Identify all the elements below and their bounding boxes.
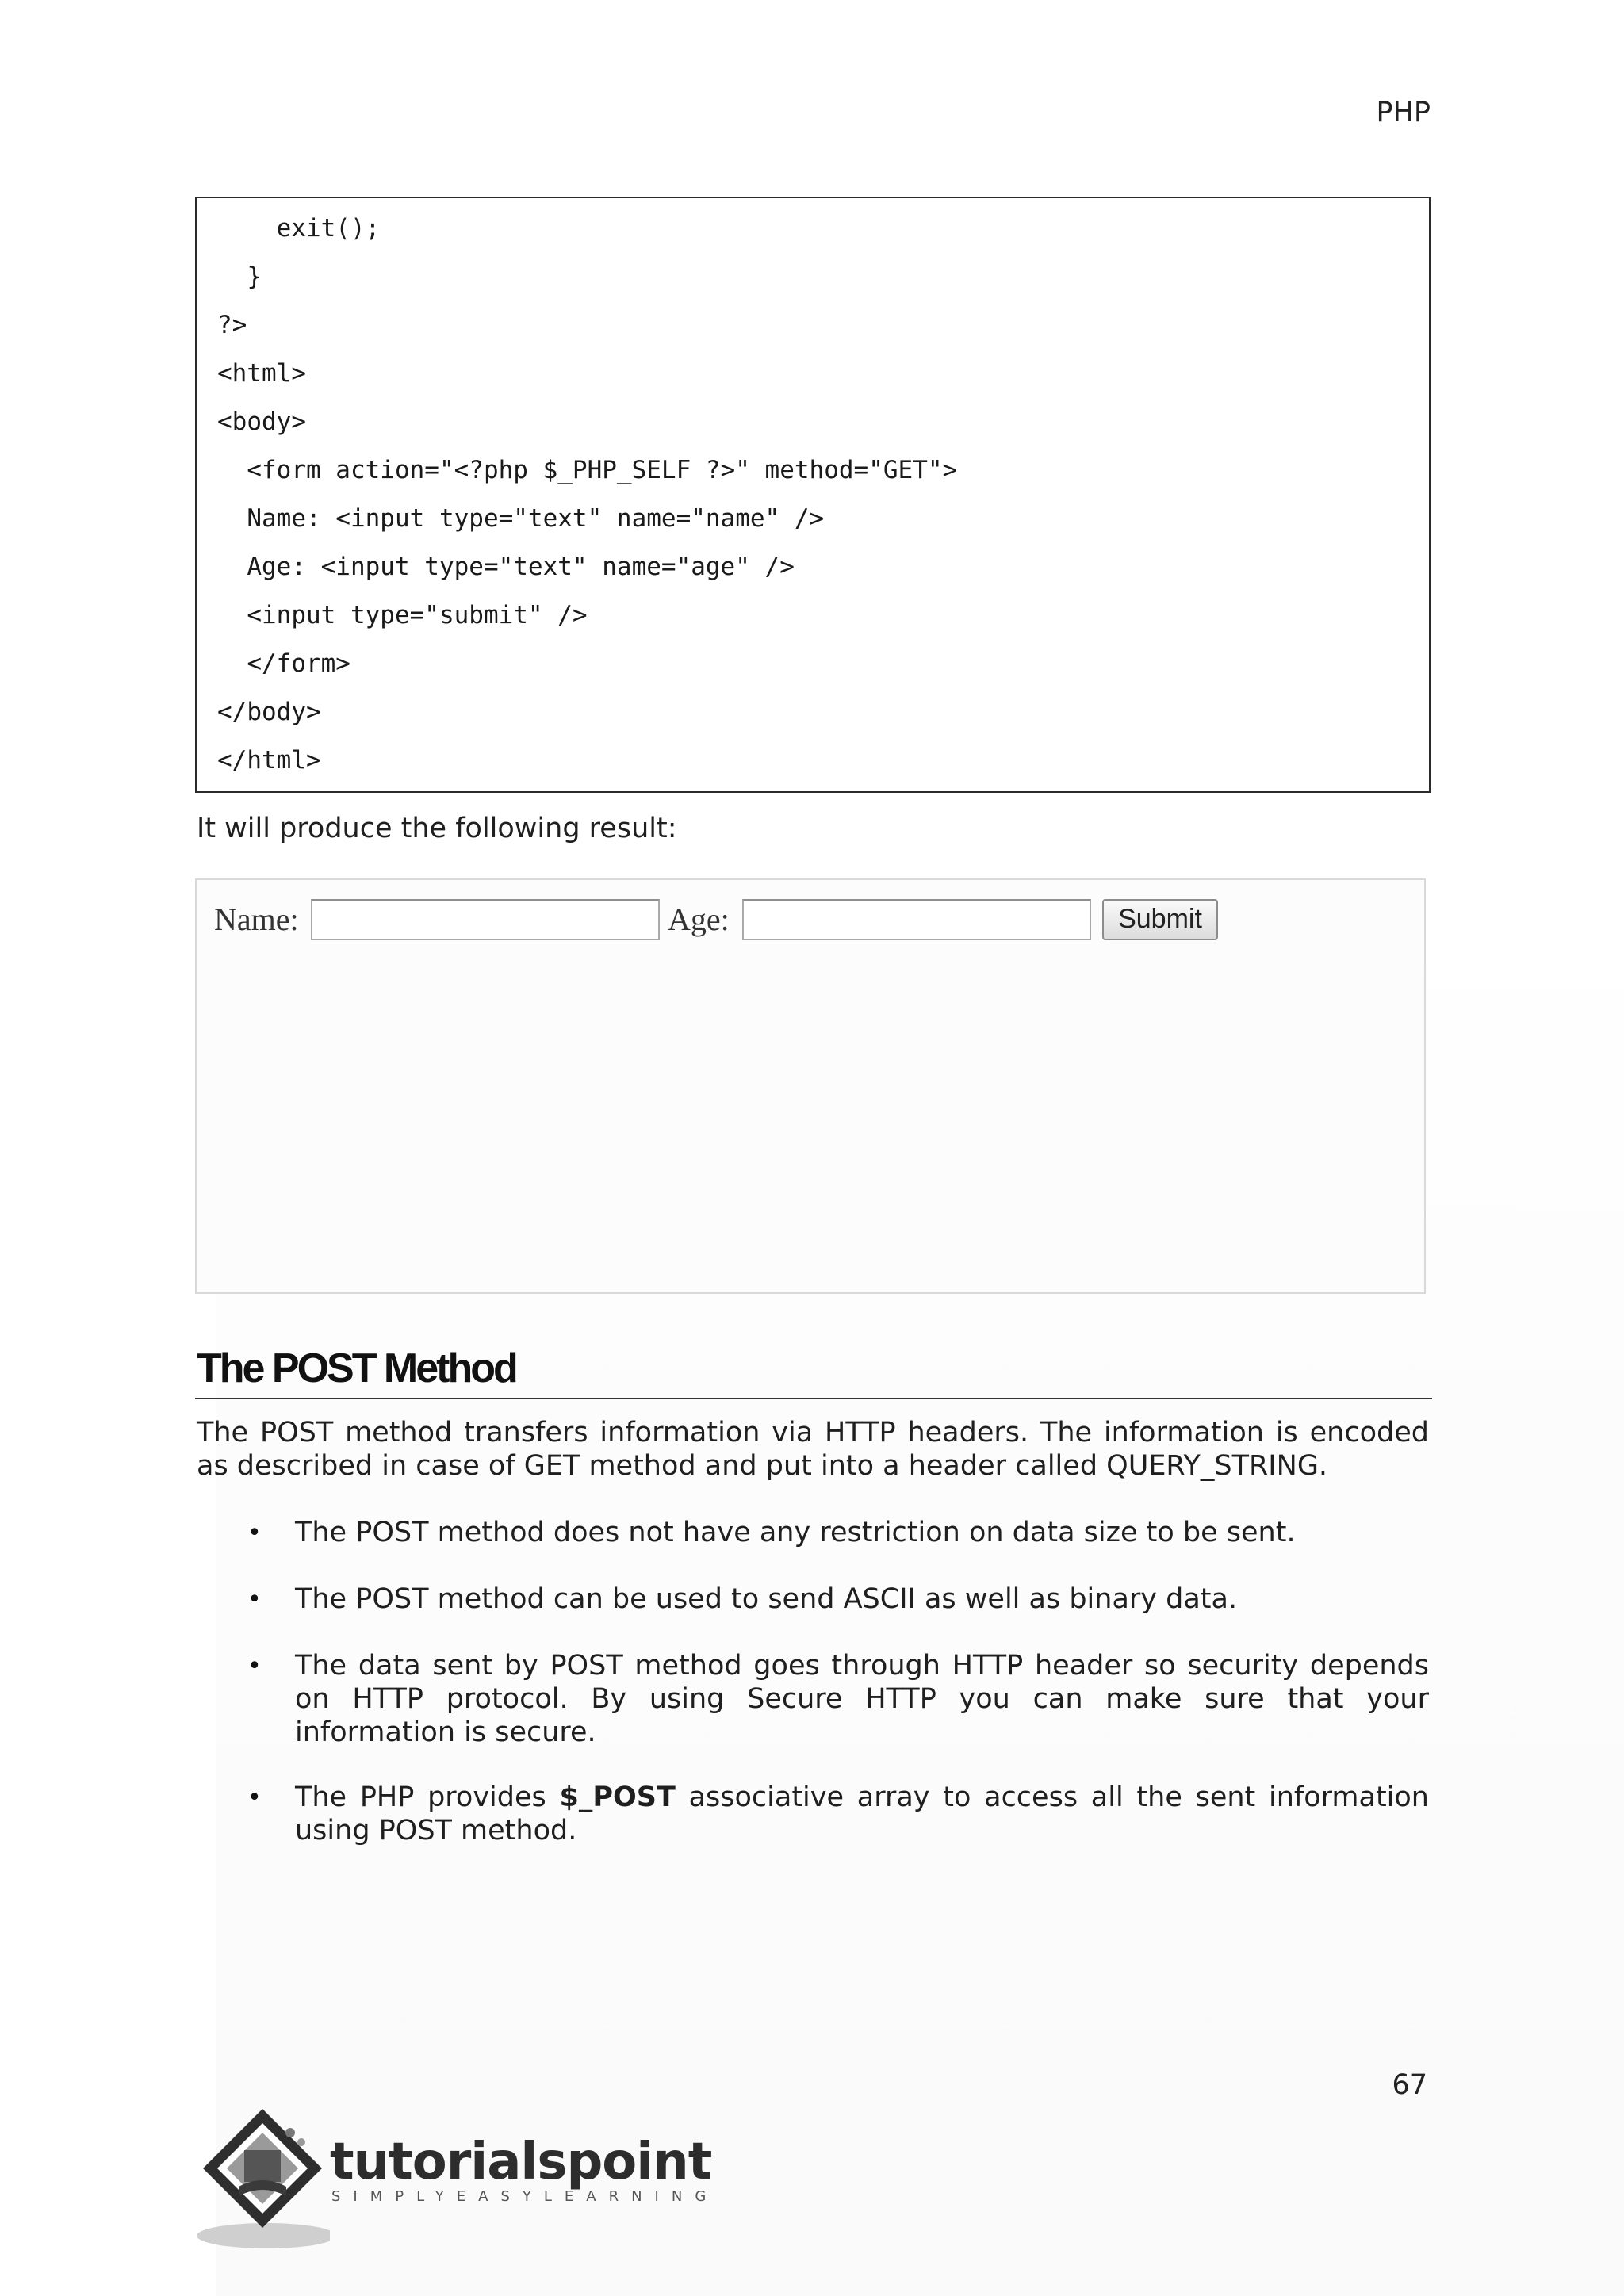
code-line: ?>: [217, 311, 247, 339]
name-label: Name:: [214, 901, 299, 937]
code-line: <form action="<?php $_PHP_SELF ?>" method="GET">: [217, 456, 958, 484]
code-line: }: [217, 262, 262, 291]
bullet-marker: •: [247, 1519, 262, 1547]
code-line: <body>: [217, 408, 306, 436]
age-label: Age:: [668, 901, 730, 937]
list-item: [295, 1781, 1429, 1847]
logo-emblem-icon: [195, 2101, 330, 2252]
bullet-marker: •: [247, 1652, 262, 1680]
submit-button[interactable]: Submit: [1102, 899, 1218, 940]
code-block: [195, 197, 1431, 793]
code-line: exit();: [217, 214, 381, 243]
code-line: <html>: [217, 359, 306, 388]
list-item-text: associative array to access all the sent information using POST method.: [295, 1781, 1429, 1846]
name-input[interactable]: [311, 899, 660, 940]
code-line: <input type="submit" />: [217, 601, 588, 629]
age-input[interactable]: [742, 899, 1091, 940]
running-header: PHP: [1376, 97, 1431, 128]
logo-name: tutorialspoint: [330, 2133, 712, 2191]
bullet-marker: •: [247, 1784, 262, 1812]
code-line: </form>: [217, 649, 350, 678]
code-line: </html>: [217, 746, 321, 775]
list-item: The data sent by POST method goes through HTTP header so security depends on HTTP protocol. By using Secure HTTP you can make sure that your information is secure.: [295, 1650, 1429, 1748]
section-paragraph: The POST method transfers information via HTTP headers. The information is encoded as described in case of GET method and put into a header called QUERY_STRING.: [197, 1417, 1429, 1482]
heading-underline: [195, 1398, 1432, 1399]
tutorialspoint-logo: [195, 2101, 719, 2252]
code-line: Age: <input type="text" name="age" />: [217, 553, 795, 581]
code-line: Name: <input type="text" name="name" />: [217, 504, 825, 533]
list-item: The POST method can be used to send ASCII as well as binary data.: [295, 1583, 1238, 1615]
list-item-text: The PHP provides: [295, 1781, 560, 1813]
logo-tagline: SIMPLYEASYLEARNING: [331, 2188, 719, 2205]
section-heading: The POST Method: [197, 1345, 516, 1391]
post-array-name: $_POST: [559, 1781, 676, 1813]
list-item: The POST method does not have any restriction on data size to be sent.: [295, 1517, 1296, 1548]
result-intro: It will produce the following result:: [197, 813, 677, 844]
bullet-marker: •: [247, 1586, 262, 1613]
code-line: </body>: [217, 698, 321, 726]
form-result-screenshot: [195, 878, 1426, 1294]
page-number: 67: [1392, 2069, 1427, 2101]
